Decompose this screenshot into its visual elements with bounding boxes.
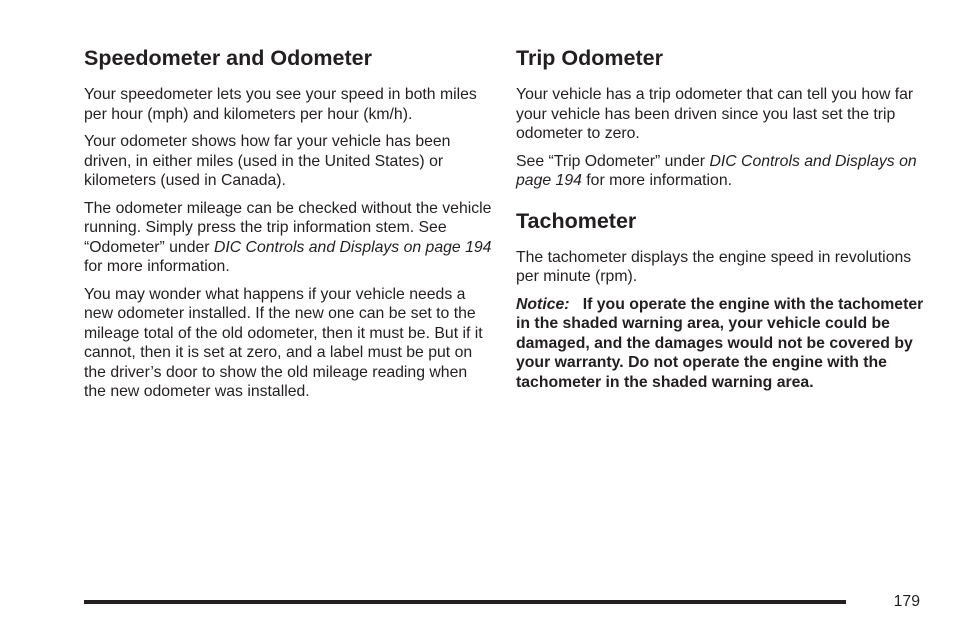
right-column: [516, 44, 926, 400]
notice-label: Notice:: [516, 295, 570, 313]
paragraph-new-odometer: You may wonder what happens if your vehicle needs a new odometer installed. If the new one can be set to the mileage total of the old odometer, then it must be. But if it cannot, then it is set at zero, and a label must be put on the driver’s door to show the old mileage reading when the new odometer was installed.: [84, 285, 483, 400]
paragraph-trip-odometer: Your vehicle has a trip odometer that can tell you how far your vehicle has been driven since you last set the trip odometer to zero.: [516, 86, 914, 142]
cross-reference-link: DIC Controls and Displays on page 194: [213, 238, 492, 256]
text: for more information.: [581, 172, 733, 189]
text: The odometer mileage can be checked without the vehicle running. Simply press the trip information stem. See “Odometer” under: [84, 199, 492, 256]
footer-rule: [84, 600, 846, 604]
section-heading-speedometer: Speedometer and Odometer: [84, 46, 372, 70]
text: See “Trip Odometer” under: [516, 152, 710, 170]
paragraph-trip-reference: [516, 152, 926, 191]
notice-text: If you operate the engine with the tachometer in the shaded warning area, your vehicle could be damaged, and the damages would not be covered by your warranty. Do not operate the engine with the tachometer in the shaded warning area.: [516, 295, 924, 391]
left-column: [84, 44, 492, 410]
text: for more information.: [84, 258, 230, 275]
paragraph-tachometer: The tachometer displays the engine speed in revolutions per minute (rpm).: [516, 248, 912, 285]
paragraph-speedometer: Your speedometer lets you see your speed in both miles per hour (mph) and kilometers per hour (km/h).: [84, 86, 477, 123]
page-number: 179: [893, 593, 920, 610]
section-heading-trip-odometer: Trip Odometer: [516, 46, 663, 70]
paragraph-odometer-check: [84, 199, 492, 277]
paragraph-odometer: Your odometer shows how far your vehicle has been driven, in either miles (used in the United States) or kilometers (used in Canada).: [84, 133, 451, 189]
section-heading-tachometer: Tachometer: [516, 208, 637, 233]
notice-block: [516, 295, 926, 393]
cross-reference-link: DIC Controls and Displays on page 194: [516, 152, 917, 189]
